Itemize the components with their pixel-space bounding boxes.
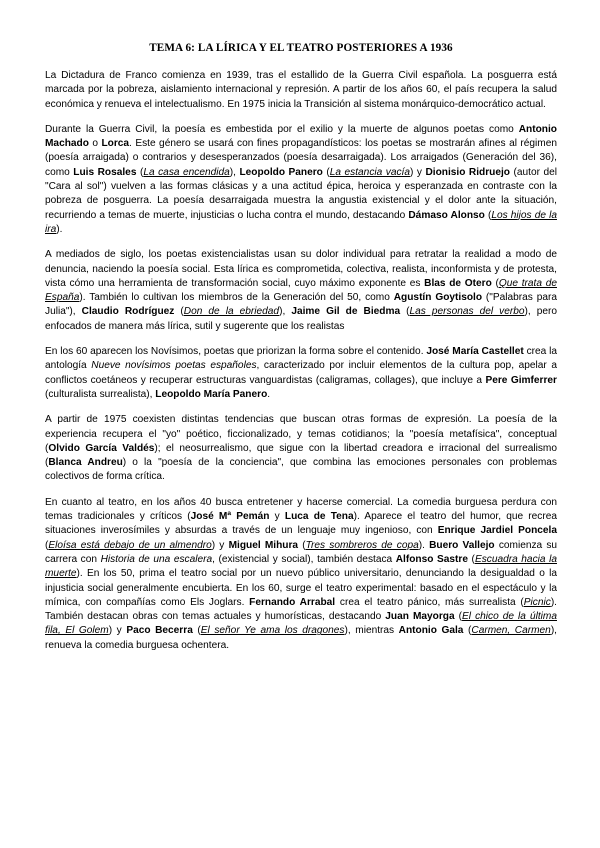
text: (autor del "Cara al sol") vuelven a las formas clásicas y a una actitud épica, heroica y esperanzada en contraste con la pobreza de posguerra. La poesía desarraigada muestra la angustia existencial y el dolor ante la situación, recurriendo a temas de muerte, injusticias o lucha contra el mundo, destacando bbox=[45, 166, 557, 221]
work-title: Las personas del verbo bbox=[409, 306, 525, 318]
author-name: Blanca Andreu bbox=[48, 457, 123, 469]
author-name: José María Castellet bbox=[426, 346, 524, 358]
work-title: Tres sombreros de copa bbox=[305, 539, 419, 551]
text: (culturalista surrealista), bbox=[45, 388, 156, 400]
author-name: Agustín Goytisolo bbox=[393, 292, 483, 304]
text: A mediados de siglo, los poetas existencialistas usan su dolor individual para retratar la realidad a modo de denuncia, naciendo la poesía social. Esta lírica es comprometida, colectiva, realista, inconformista y de protesta, vista cómo una herramienta de transformación social, cuyo máximo exponente es bbox=[45, 249, 557, 289]
author-name: Leopoldo María Panero bbox=[155, 388, 268, 400]
author-name: Juan Mayorga bbox=[385, 611, 455, 623]
text: ). Aparece el teatro del humor, que recrea situaciones inverosímiles y absurdas a través de un lenguaje muy ingenioso, con bbox=[45, 511, 557, 537]
text: ), mientras bbox=[344, 625, 399, 637]
text: ("Palabras para Julia"), bbox=[45, 292, 557, 318]
text: ) o la "poesía de la conciencia", que combina las emociones personales con problemas colectivos de forma crítica. bbox=[45, 457, 557, 483]
author-name: José Mª Pemán bbox=[190, 511, 270, 523]
author-name: Dámaso Alonso bbox=[408, 209, 485, 221]
author-name: Olvido García Valdés bbox=[48, 442, 155, 454]
text: ); el neosurrealismo, que sigue con la libertad creadora e irracional del surrealismo ( bbox=[45, 442, 557, 469]
author-name: Dionisio Ridruejo bbox=[425, 166, 510, 178]
paragraph-social-poetry bbox=[45, 248, 557, 334]
text: ( bbox=[322, 166, 330, 178]
text: ). bbox=[418, 539, 430, 551]
author-name: Antonio Machado bbox=[45, 123, 557, 150]
work-title: Carmen, Carmen bbox=[471, 625, 551, 637]
text: ). También lo cultivan los miembros de la Generación del 50, como bbox=[79, 292, 394, 304]
author-name: Jaime Gil de Biedma bbox=[291, 306, 401, 318]
text: crea el teatro pánico, más surrealista ( bbox=[335, 596, 524, 608]
text: crea la antología bbox=[45, 346, 557, 372]
text: ( bbox=[491, 277, 499, 289]
text: ). También destacan obras con temas actuales y humorísticas, destacando bbox=[45, 596, 557, 623]
paragraph-novisimos bbox=[45, 345, 557, 402]
paragraph-theatre bbox=[45, 496, 557, 653]
author-name: Pere Gimferrer bbox=[485, 374, 557, 386]
text: . bbox=[267, 388, 271, 400]
author-name: Lorca bbox=[101, 138, 130, 150]
author-name: Fernando Arrabal bbox=[249, 596, 336, 608]
text: A partir de 1975 coexisten distintas tendencias que buscan otras formas de expresión. La poesía de la experiencia recupera el "yo" poético, ficcionalizado, y temas cotidianos; la "poesía metafísica", conceptual ( bbox=[45, 414, 557, 454]
work-title: Eloísa está debajo de un almendro bbox=[48, 539, 212, 551]
document-title: TEMA 6: LA LÍRICA Y EL TEATRO POSTERIORES A 1936 bbox=[149, 42, 453, 54]
work-title: Picnic bbox=[523, 596, 551, 608]
paragraph-historical-context bbox=[45, 69, 557, 112]
text: ), bbox=[229, 166, 240, 178]
work-title: Don de la ebriedad bbox=[183, 306, 280, 318]
paragraph-civil-war-poetry bbox=[45, 123, 557, 237]
author-name: Luca de Tena bbox=[284, 511, 354, 523]
text: ( bbox=[174, 306, 184, 318]
text: . Este género se usará con fines propagandísticos: los poetas se mostrarán afines al régimen (poesía arraigada) o contrarios y desesperanzados (poesía desarraigada). Los arraigados (Generación del 36), como bbox=[45, 138, 557, 178]
text: ), pero enfocados de manera más lírica, sutil y sugerente que los realistas bbox=[45, 306, 558, 332]
work-title: Escuadra hacia la muerte bbox=[45, 553, 557, 580]
text: ) y bbox=[409, 166, 426, 178]
text: ), renueva la comedia burguesa ochentera. bbox=[45, 625, 557, 651]
work-title: Historia de una escalera bbox=[100, 553, 213, 565]
text: ( bbox=[298, 539, 306, 551]
author-name: Buero Vallejo bbox=[429, 539, 495, 551]
text: y bbox=[269, 511, 285, 523]
text: ), bbox=[279, 306, 292, 318]
work-title: El chico de la última fila, El Golem bbox=[45, 611, 557, 637]
text: En los 60 aparecen los Novísimos, poetas que priorizan la forma sobre el contenido. bbox=[45, 346, 427, 358]
work-title: El señor Ye ama los dragones bbox=[200, 625, 345, 637]
text: La Dictadura de Franco comienza en 1939, tras el estallido de la Guerra Civil española. La posguerra está marcada por la pobreza, aislamiento internacional y represión. A partir de los años 60, el país recupera la salud económica y renueva el intelectualismo. En 1975 inicia la Transición al sistema monárquico-democrático actual. bbox=[45, 70, 557, 110]
text: ) y bbox=[108, 625, 127, 637]
text: ). bbox=[56, 223, 63, 235]
text: ) y bbox=[211, 539, 229, 551]
author-name: Leopoldo Panero bbox=[239, 166, 323, 178]
text: ( bbox=[454, 611, 463, 623]
author-name: Luis Rosales bbox=[73, 166, 137, 178]
text: ( bbox=[136, 166, 144, 178]
author-name: Miguel Mihura bbox=[228, 539, 299, 551]
work-title: La estancia vacía bbox=[329, 166, 410, 178]
work-title: La casa encendida bbox=[143, 166, 230, 178]
text: ( bbox=[192, 625, 201, 637]
text: ( bbox=[45, 539, 49, 551]
paragraph-post-1975 bbox=[45, 413, 557, 484]
text: o bbox=[88, 138, 102, 150]
text: , (existencial y social), también destaca bbox=[212, 553, 396, 565]
text: comienza su carrera con bbox=[45, 539, 558, 565]
text: ( bbox=[484, 209, 492, 221]
work-title: Nueve novísimos poetas españoles bbox=[91, 360, 257, 372]
text: ( bbox=[400, 306, 410, 318]
author-name: Blas de Otero bbox=[424, 277, 492, 289]
author-name: Antonio Gala bbox=[398, 625, 464, 637]
author-name: Enrique Jardiel Poncela bbox=[437, 525, 557, 537]
author-name: Claudio Rodríguez bbox=[81, 306, 175, 318]
work-title: Que trata de España bbox=[45, 277, 557, 304]
text: Durante la Guerra Civil, la poesía es embestida por el exilio y la muerte de algunos poetas como bbox=[45, 123, 519, 135]
text: ( bbox=[463, 625, 472, 637]
work-title: Los hijos de la ira bbox=[45, 209, 557, 235]
text: En cuanto al teatro, en los años 40 busca entretener y hacerse comercial. La comedia burguesa perdura con temas tradicionales y críticos ( bbox=[45, 496, 557, 523]
author-name: Paco Becerra bbox=[126, 625, 193, 637]
text: ( bbox=[467, 553, 475, 565]
text: ). En los 50, prima el teatro social por un nuevo público universitario, denunciando la desigualdad o la injusticia social generalmente encubierta. En los 60, surge el teatro experimental: basado en el espectáculo y la mímica, con compañías como Els Joglars. bbox=[45, 568, 557, 608]
text: , caracterizado por incluir elementos de la cultura pop, apelar a conflictos coetáneos y recuperar estructuras vanguardistas (caligramas, collages), que incluye a bbox=[45, 360, 557, 386]
author-name: Alfonso Sastre bbox=[395, 553, 468, 565]
